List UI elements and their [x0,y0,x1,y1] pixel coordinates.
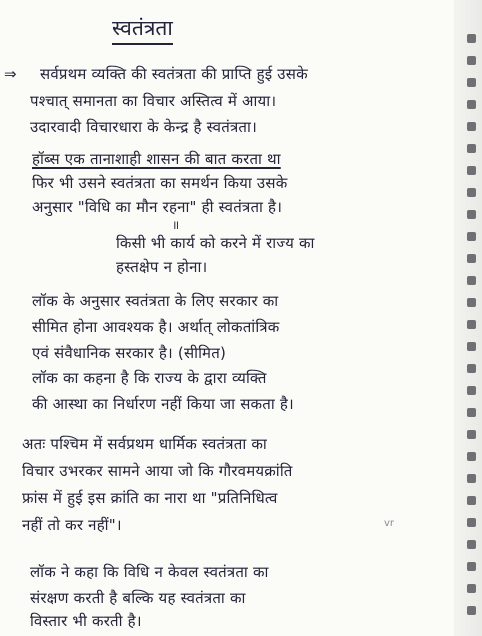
text-line: लॉक का कहना है कि राज्य के द्वारा व्यक्ति [32,369,267,387]
binding-hole [467,232,476,241]
binding-hole [467,496,476,505]
text-line: लॉक के अनुसार स्वतंत्रता के लिए सरकार का [32,292,279,310]
page-mark: vr [384,518,395,529]
binding-hole [467,144,476,153]
binding-hole [467,298,476,307]
text-line: हस्तक्षेप न होना। [116,258,208,276]
binding-hole [467,188,476,197]
text-line: अतः पश्चिम में सर्वप्रथम धार्मिक स्वतंत्रता का [22,435,267,453]
binding-hole [467,342,476,351]
binding-hole [467,320,476,329]
binding-hole [467,474,476,483]
binding-hole [467,540,476,549]
binding-hole [467,518,476,527]
binding-hole [467,100,476,109]
text-line: संरक्षण करती है बल्कि यह स्वतंत्रता का [30,589,246,607]
arrow-icon: ⇒ [4,65,17,83]
text-line: पश्चात् समानता का विचार अस्तित्व में आया। [30,92,277,110]
binding-hole [467,276,476,285]
binding-hole [467,430,476,439]
spiral-binding [454,0,482,636]
binding-hole [467,122,476,131]
binding-hole [467,166,476,175]
binding-hole [467,364,476,373]
text-line: किसी भी कार्य को करने में राज्य का [116,234,315,252]
binding-hole [467,254,476,263]
text-line: अनुसार "विधि का मौन रहना" ही स्वतंत्रता है। [32,198,283,216]
binding-hole [467,452,476,461]
binding-hole [467,210,476,219]
text-line: एवं संवैधानिक सरकार है। (सीमित) [32,344,227,362]
binding-hole [467,386,476,395]
text-line: लॉक ने कहा कि विधि न केवल स्वतंत्रता का [30,563,269,581]
binding-hole [467,408,476,417]
text-line: सर्वप्रथम व्यक्ति की स्वतंत्रता की प्राप्ति हुई उसके [40,65,308,83]
binding-hole [467,78,476,87]
binding-hole [467,562,476,571]
binding-hole [467,34,476,43]
text-line: हॉब्स एक तानाशाही शासन की बात करता था [32,150,281,168]
binding-hole [467,584,476,593]
text-line: सीमित होना आवश्यक है। अर्थात् लोकतांत्रिक [32,318,280,336]
text-line: उदारवादी विचारधारा के केन्द्र है स्वतंत्रता। [30,118,257,136]
binding-hole [467,606,476,615]
continuation-mark: ॥ [172,218,180,232]
text-line: नहीं तो कर नहीं"। [22,516,122,534]
text-line: फ्रांस में हुई इस क्रांति का नारा था "प्रतिनिधित्व [22,489,278,507]
text-line: फिर भी उसने स्वतंत्रता का समर्थन किया उसके [32,174,288,192]
binding-hole [467,56,476,65]
text-line: विचार उभरकर सामने आया जो कि गौरवमयक्रांति [22,462,293,480]
text-line: विस्तार भी करती है। [30,612,142,630]
page-title: स्वतंत्रता [112,14,173,45]
text-line: की आस्था का निर्धारण नहीं किया जा सकता है। [32,395,294,413]
